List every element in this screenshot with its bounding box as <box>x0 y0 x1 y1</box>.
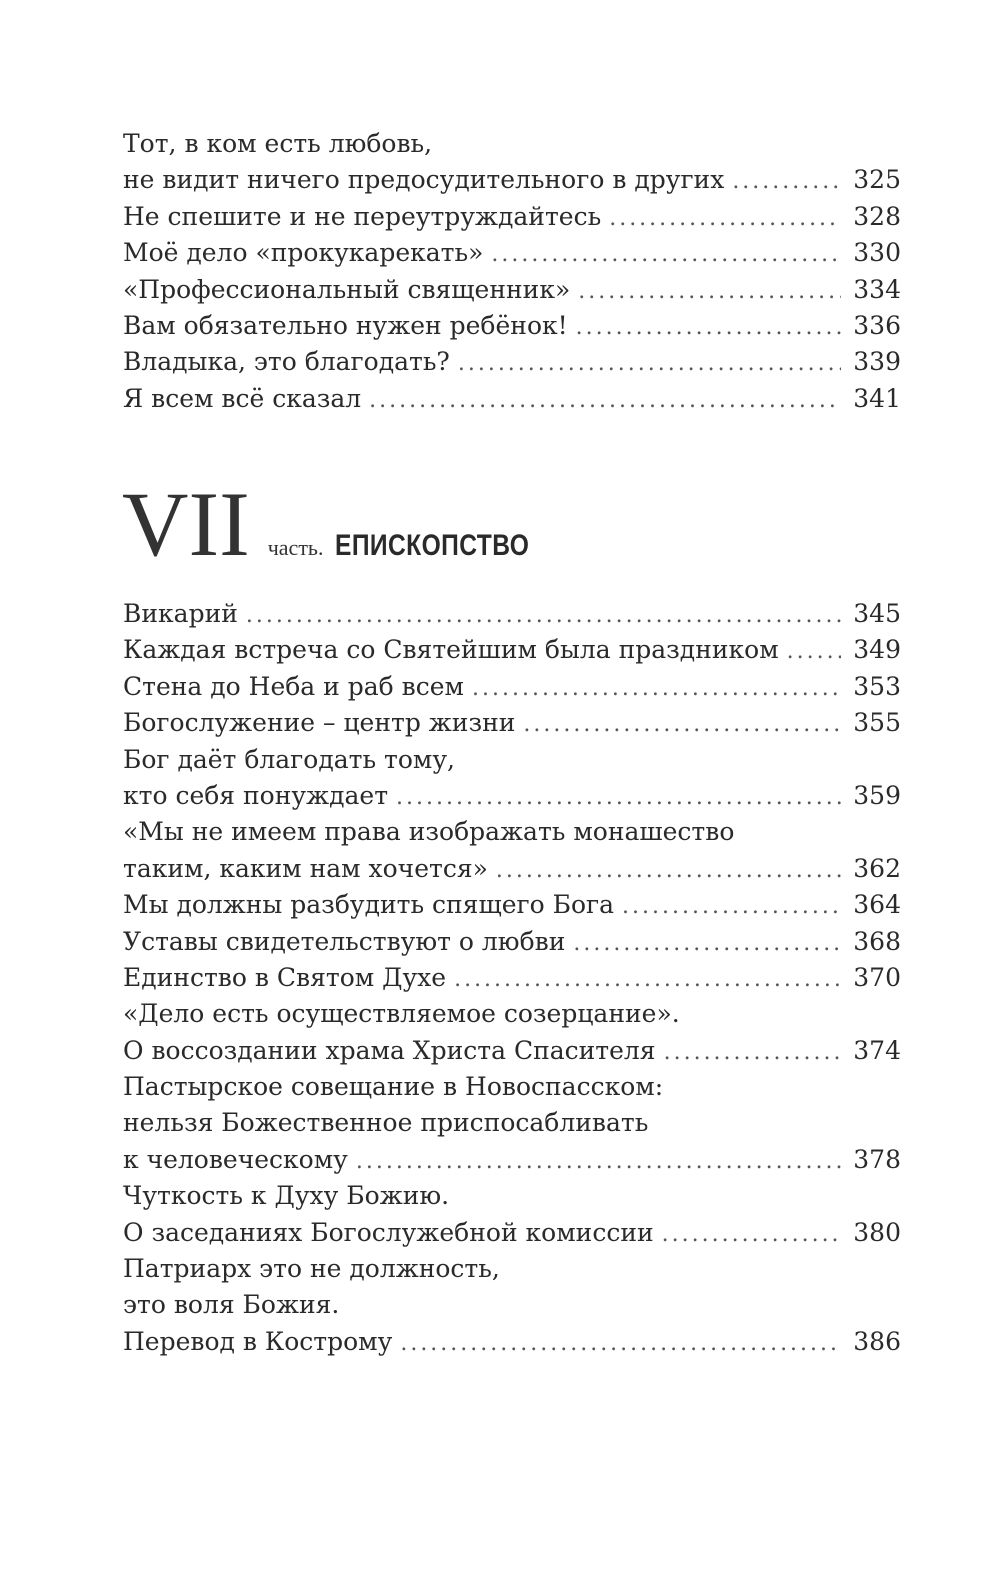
toc-entry-title: Чуткость к Духу Божию. <box>123 1181 450 1211</box>
dot-leader <box>662 1217 842 1253</box>
dot-leader <box>576 310 842 346</box>
dot-leader <box>396 780 841 816</box>
toc-entry-title: Патриарх это не должность, <box>123 1254 500 1284</box>
toc-entry <box>123 596 901 632</box>
toc-entry <box>123 669 901 705</box>
toc-entry-title: Пастырское совещание в Новоспасском: <box>123 1072 664 1102</box>
dot-leader <box>622 889 841 925</box>
toc-entry-page: 330 <box>853 238 901 268</box>
part-heading <box>122 473 572 578</box>
toc-entry <box>123 742 901 778</box>
toc-entry <box>123 1215 901 1251</box>
toc-entry-title: Уставы свидетельствуют о любви <box>123 926 566 956</box>
toc-entry-title: Богослужение – центр жизни <box>123 708 516 738</box>
toc-entry-title: Единство в Святом Духе <box>123 962 447 992</box>
toc-entry-page: 353 <box>853 671 901 701</box>
dot-leader <box>491 237 841 273</box>
toc-entry-page: 334 <box>853 274 901 304</box>
toc-entry-title: Стена до Неба и раб всем <box>123 671 464 701</box>
toc-entry <box>123 1033 901 1069</box>
toc-entry <box>123 1069 901 1105</box>
toc-entry <box>123 924 901 960</box>
dot-leader <box>664 1035 842 1071</box>
toc-entry-page: 364 <box>853 890 901 920</box>
toc-entry-page: 378 <box>853 1144 901 1174</box>
dot-leader <box>369 383 841 419</box>
toc-entry-page: 355 <box>853 708 901 738</box>
dot-leader <box>246 598 841 634</box>
dot-leader <box>458 346 841 382</box>
dot-leader <box>573 926 841 962</box>
toc-entry-title: Владыка, это благодать? <box>123 347 450 377</box>
toc-entry <box>123 960 901 996</box>
dot-leader <box>787 634 842 670</box>
toc-entry <box>123 126 901 162</box>
toc-entry-title: Вам обязательно нужен ребёнок! <box>123 310 568 340</box>
toc-entry <box>123 1287 901 1323</box>
toc-entry-title: Викарий <box>123 599 238 628</box>
toc-entry <box>123 814 901 850</box>
toc-entry-page: 386 <box>853 1326 901 1356</box>
toc-entry-page: 362 <box>853 853 901 883</box>
toc-entry <box>123 272 901 308</box>
toc-entry-page: 349 <box>853 635 901 665</box>
part-number: VII <box>122 473 250 575</box>
toc-entry <box>123 1105 901 1141</box>
dot-leader <box>609 201 841 237</box>
toc-entry-page: 380 <box>853 1217 901 1247</box>
part-word: часть. <box>267 535 324 560</box>
toc-entry-title: Перевод в Кострому <box>123 1326 393 1356</box>
part-title: ЕПИСКОПСТВО <box>335 529 530 562</box>
toc-entry <box>123 199 901 235</box>
toc-entry-title: «Дело есть осуществляемое созерцание». <box>123 999 680 1029</box>
toc-entry-title: Мы должны разбудить спящего Бога <box>123 890 615 920</box>
toc-entry <box>123 887 901 923</box>
toc-entry <box>123 996 901 1032</box>
toc-entry <box>123 344 901 380</box>
toc-entry-page: 328 <box>853 201 901 231</box>
toc-entry <box>123 1251 901 1287</box>
toc-entry-page: 370 <box>853 962 901 992</box>
toc-entry-title: Не спешите и не переутруждайтесь <box>123 201 602 231</box>
toc-entry-title: «Мы не имеем права изображать монашество <box>123 817 735 847</box>
toc-top-section <box>123 126 901 417</box>
toc-entry <box>123 162 901 198</box>
toc-entry-page: 359 <box>853 780 901 810</box>
dot-leader <box>578 274 841 310</box>
toc-entry <box>123 1142 901 1178</box>
dot-leader <box>523 707 841 743</box>
toc-entry-page: 325 <box>853 165 901 195</box>
dot-leader <box>472 671 841 707</box>
toc-entry-title: Тот, в ком есть любовь, <box>123 129 433 158</box>
toc-entry <box>123 308 901 344</box>
toc-entry-title: «Профессиональный священник» <box>123 274 571 304</box>
toc-entry-title: О заседаниях Богослужебной комиссии <box>123 1217 654 1247</box>
toc-entry <box>123 381 901 417</box>
toc-entry <box>123 705 901 741</box>
toc-entry-page: 339 <box>853 347 901 377</box>
toc-entry-page: 336 <box>853 310 901 340</box>
dot-leader <box>454 962 841 998</box>
toc-entry <box>123 235 901 271</box>
toc-entry-title: О воссоздании храма Христа Спасителя <box>123 1035 656 1065</box>
toc-entry-title: Я всем всё сказал <box>123 383 362 413</box>
toc-entry-title: таким, каким нам хочется» <box>123 853 488 883</box>
toc-entry-title: кто себя понуждает <box>123 780 389 810</box>
toc-entry-page: 374 <box>853 1035 901 1065</box>
toc-entry-title: Бог даёт благодать тому, <box>123 744 455 774</box>
toc-entry-title: это воля Божия. <box>123 1290 340 1320</box>
dot-leader <box>732 164 841 200</box>
toc-entry-title: Каждая встреча со Святейшим была праздником <box>123 635 779 665</box>
toc-entry-page: 341 <box>853 383 901 413</box>
toc-entry-page: 345 <box>853 599 901 628</box>
toc-entry-title: не видит ничего предосудительного в других <box>123 165 725 195</box>
dot-leader <box>496 853 841 889</box>
dot-leader <box>356 1144 841 1180</box>
toc-main-section <box>123 596 901 1360</box>
toc-entry-page: 368 <box>853 926 901 956</box>
toc-entry-title: к человеческому <box>123 1144 348 1174</box>
toc-entry-title: Моё дело «прокукарекать» <box>123 238 484 268</box>
toc-entry <box>123 1324 901 1360</box>
toc-entry <box>123 632 901 668</box>
toc-entry-title: нельзя Божественное приспосабливать <box>123 1108 649 1138</box>
toc-entry <box>123 851 901 887</box>
toc-entry <box>123 1178 901 1214</box>
dot-leader <box>400 1326 841 1362</box>
toc-entry <box>123 778 901 814</box>
